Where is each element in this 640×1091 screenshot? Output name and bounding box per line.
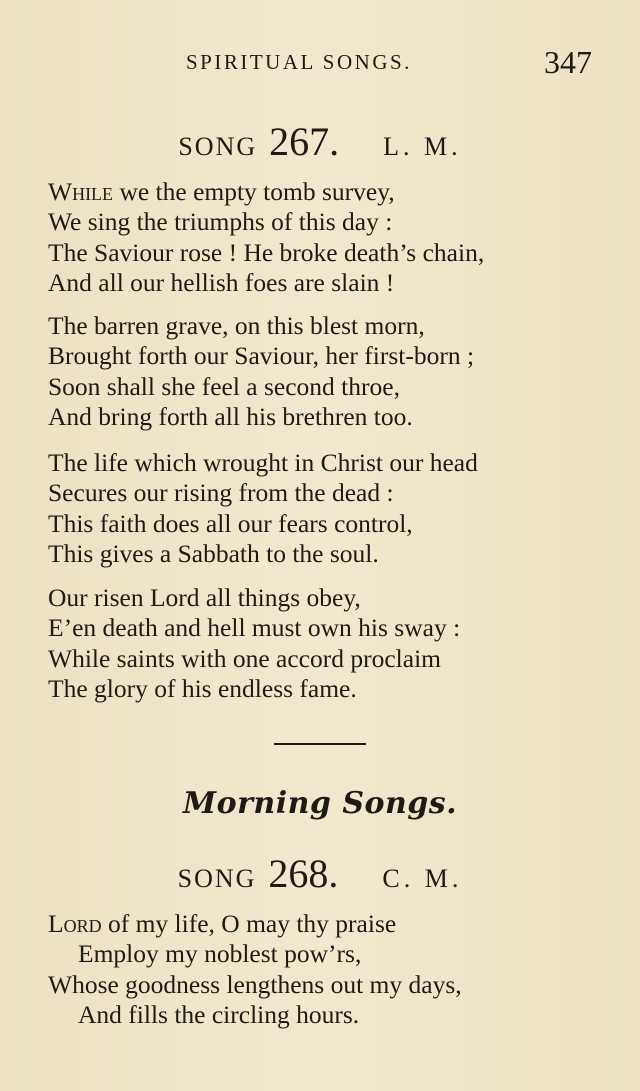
stanza xyxy=(48,583,460,704)
verse-line xyxy=(48,177,484,207)
song-label: SONG xyxy=(178,132,258,161)
song-number: 267. xyxy=(269,119,340,164)
verse-line: The glory of his endless fame. xyxy=(48,673,357,703)
running-title: SPIRITUAL SONGS. xyxy=(186,50,412,74)
verse-line: The life which wrought in Christ our head xyxy=(48,448,478,477)
verse-line: Brought forth our Saviour, her first-born ; xyxy=(48,341,475,371)
section-divider xyxy=(274,743,366,745)
verse-line: And all our hellish foes are slain ! xyxy=(48,267,395,297)
stanza xyxy=(48,311,474,432)
verse-line: Employ my noblest pow’rs, xyxy=(78,939,362,969)
verse-line: And bring forth all his brethren too. xyxy=(48,401,413,431)
first-word: While xyxy=(48,177,114,206)
verse-line: The Saviour rose ! He broke death’s chain, xyxy=(48,237,485,267)
song-meter: C. M. xyxy=(382,864,463,893)
song-number: 268. xyxy=(268,851,339,896)
line-text: we the empty tomb survey, xyxy=(113,177,395,206)
song-267-heading xyxy=(0,118,640,165)
verse-line: We sing the triumphs of this day : xyxy=(48,207,393,237)
stanza xyxy=(48,448,478,569)
verse-line: While saints with one accord proclaim xyxy=(48,643,441,673)
verse-line: The barren grave, on this blest morn, xyxy=(48,311,425,340)
song-label: SONG xyxy=(177,864,257,893)
verse-line: This faith does all our fears control, xyxy=(48,508,413,538)
line-text: of my life, O may thy praise xyxy=(101,909,397,938)
page-number: 347 xyxy=(544,44,592,80)
verse-line: And fills the circling hours. xyxy=(78,999,360,1029)
verse-line xyxy=(48,909,462,939)
verse-line: Whose goodness lengthens out my days, xyxy=(48,969,462,999)
verse-line: This gives a Sabbath to the soul. xyxy=(48,538,379,568)
verse-line: Our risen Lord all things obey, xyxy=(48,583,361,612)
song-meter: L. M. xyxy=(383,132,462,161)
section-title: Morning Songs. xyxy=(182,786,458,821)
verse-line: Secures our rising from the dead : xyxy=(48,478,394,508)
stanza xyxy=(48,177,484,298)
first-word: Lord xyxy=(48,909,102,938)
verse-line: Soon shall she feel a second throe, xyxy=(48,371,400,401)
verse-line: E’en death and hell must own his sway : xyxy=(48,613,461,643)
song-268-heading xyxy=(0,850,640,897)
stanza xyxy=(48,909,462,1030)
